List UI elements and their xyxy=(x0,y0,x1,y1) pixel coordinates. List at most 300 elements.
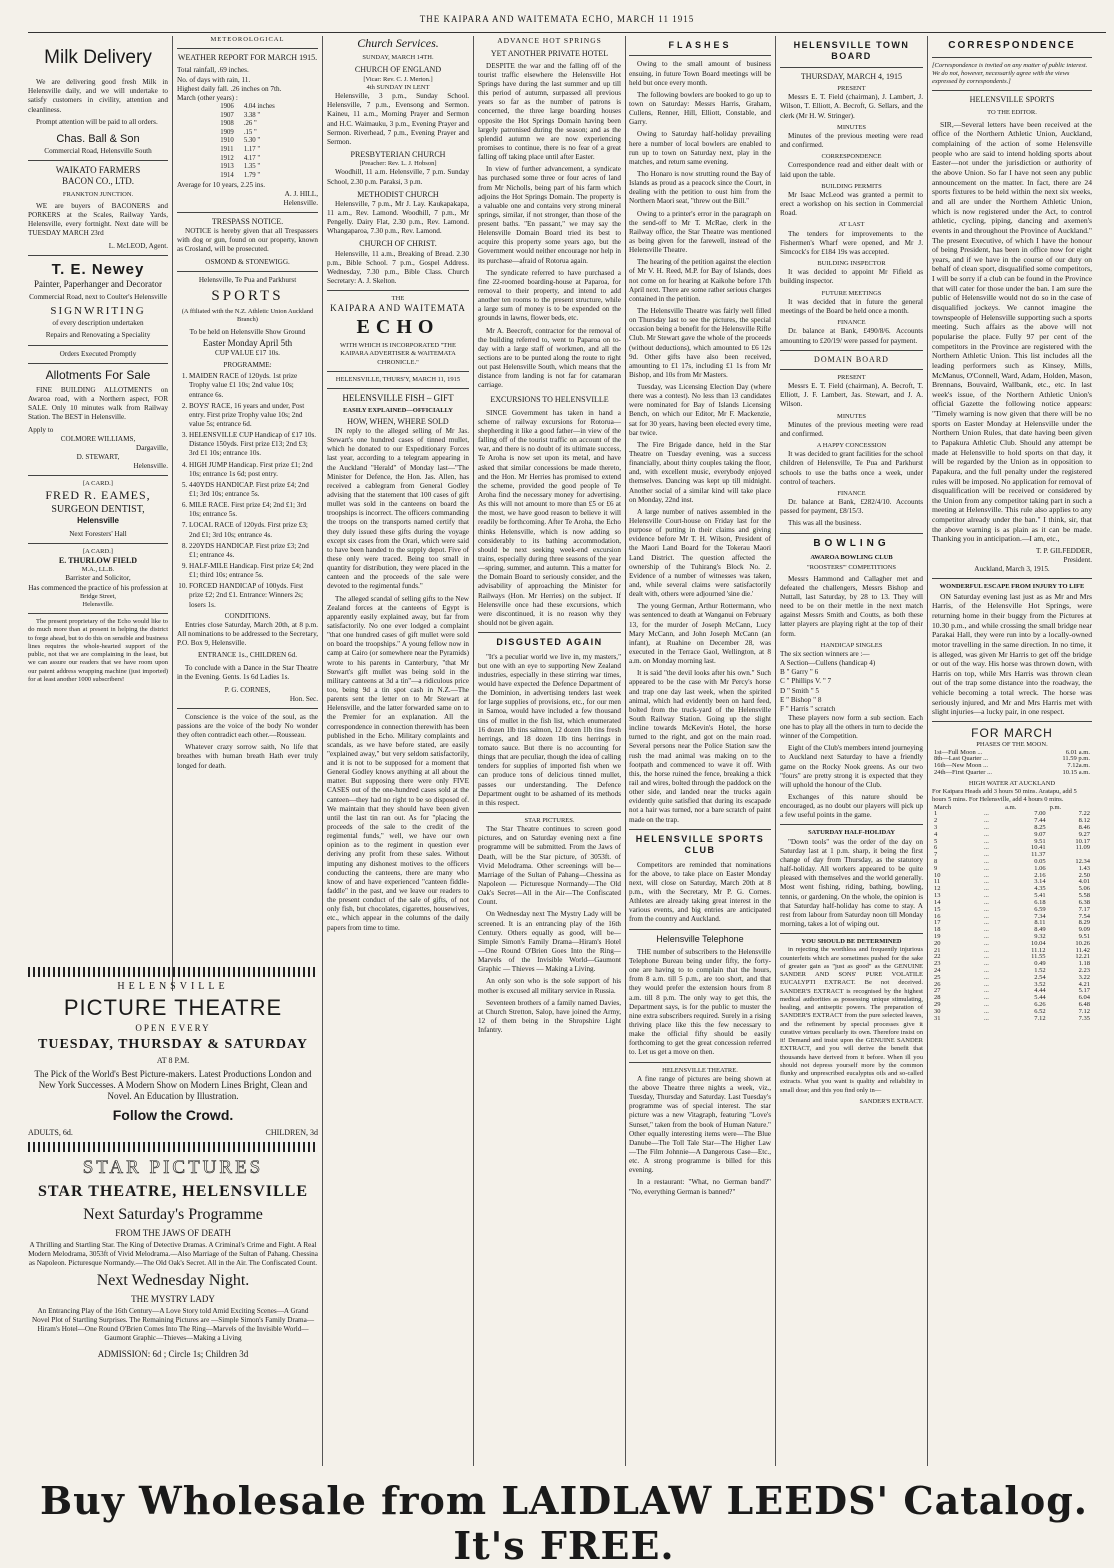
tide-cell: 12.34 xyxy=(1075,858,1090,866)
tide-row xyxy=(932,975,1092,982)
tide-cell: 9 xyxy=(934,864,938,872)
bowling-club: AWAROA BOWLING CLUB xyxy=(810,554,893,562)
tide-cell: 6.48 xyxy=(1078,1001,1090,1009)
weather-cell: 1909 xyxy=(220,128,234,136)
theatre-prices xyxy=(28,1128,318,1138)
restaurant-joke: In a restaurant: "What, no German band?" "No, everything German is banned?" xyxy=(629,1178,771,1196)
flash-item: A large number of natives assembled in the Helensville Court-house on Friday last for the purpose of putting in their claims and giving evidence before Mr T. H. Wilson, President of the Maori Land Board for the Tokerau Maori Land District. The question affected the ownership of the Tuhirang's Block No. 2. Evidence of a number of witnesses was taken, and, while several claims were satisfactorily dealt with, others were adjourned 'sine die.' xyxy=(629,507,771,599)
tide-cell: 11.12 xyxy=(1031,946,1046,954)
tide-header-row xyxy=(932,805,1092,812)
tide-cell: 1.43 xyxy=(1078,864,1090,872)
weather-cell: 1908 xyxy=(220,120,234,128)
tide-cell: 6.52 xyxy=(1034,1007,1046,1015)
column-rule xyxy=(927,36,928,1466)
db-finance-body: Dr. balance at Bank, £282/4/10. Accounts passed for payment, £8/15/3. xyxy=(780,498,923,516)
hs-to-editor: TO THE EDITOR. xyxy=(987,108,1037,116)
tide-cell: 11.55 xyxy=(1031,953,1046,961)
for-march-heading: FOR MARCH xyxy=(971,726,1053,741)
programme-item: 4. HIGH JUMP Handicap. First prize £1; 2nd 10s; entrance 1s 6d; post entry. xyxy=(189,461,318,479)
tide-cell: 4.44 xyxy=(1034,987,1046,995)
allotments-heading: Allotments For Sale xyxy=(45,367,151,382)
tide-cell: 3.52 xyxy=(1034,980,1046,988)
sports-club-para: Competitors are reminded that nominations for the above, to take place on Easter Monday next, will close on Saturday, March 20th at 8 p.m., with the Secretary, Mr P. G. Cornes. Athletes are already taking great interest in the various events, and big entries are anticipated from the country and Auckland. xyxy=(629,860,771,924)
column-rule xyxy=(625,36,626,1466)
town-board-heading: HELENSVILLE TOWN BOARD xyxy=(793,40,910,62)
programme-item: 9. HALF-MILE Handicap. First prize £4; 2nd £1; third 10s; entrance 5s. xyxy=(189,562,318,580)
newey-trade: Painter, Paperhanger and Decorator xyxy=(33,278,163,289)
column-2 xyxy=(177,36,318,991)
correspondence-note: [Correspondence is invited on any matter of public interest. We do not, however, necessarily agree with the views expressed by correspondents.] xyxy=(932,61,1088,86)
methodist-body: Helensville, 7 p.m., Mr J. Lay. Kaukapakapa, 11 a.m., Rev. Lamond. Woodhill, 7 p.m., Mr Pengelly. Dairy Flat, 2.30 p.m., Rev. Lamond. Whangaparoa, 7.30 p.m., Rev. Lamond. xyxy=(327,199,469,236)
bowling-section-row: E " Bishop " 8 xyxy=(780,695,822,704)
tide-cell: ... xyxy=(984,980,989,988)
hs-sign: T. P. GILFEDDER, xyxy=(1036,547,1092,556)
tide-cell: 6.59 xyxy=(1034,905,1046,913)
tide-cell: 8 xyxy=(934,858,938,866)
card-label: [A CARD.] xyxy=(83,480,113,488)
tide-cell: ... xyxy=(984,946,989,954)
tide-cell: 5.41 xyxy=(1034,892,1046,900)
bowling-section-row: B " Garry " 6 xyxy=(780,668,819,677)
tb-finance-body: Dr. balance at Bank, £490/8/6. Accounts amounting to £20/19/ were passed for payment. xyxy=(780,327,923,345)
programme-item: 6. MILE RACE. First prize £4; 2nd £1; 3rd 10s; entrance 5s. xyxy=(189,501,318,519)
tide-cell: ... xyxy=(984,1001,989,1009)
tide-row xyxy=(932,968,1092,975)
tide-row xyxy=(932,948,1092,955)
weather-cell: 1913 xyxy=(220,163,234,171)
bowling-section-row: A Section—Cullens (handicap 4) xyxy=(780,659,876,668)
masthead: THE KAIPARA AND WAITEMATA ECHO, MARCH 11 1915 xyxy=(419,14,695,24)
newey-repairs: Repairs and Renovating a Speciality xyxy=(45,331,151,340)
jaws-body: A Thrilling and Startling Star. The King of Detective Dramas. A Criminal's Crime and Fight. A Real Modern Melodrama, 3053ft of Vivid Melodrama.—Also Marriage of the Sultan of Pahang. Chessina as Napoleon. Picturesque Normandy.—The Old Oak's Secret. All in the Air. The Confiscated Count. xyxy=(28,1241,318,1267)
tide-cell: 7 xyxy=(934,851,938,859)
db-happy-concession-body: It was decided to grant facilities for the school children of Helensville, Te Pua and Parkhurst schools to use the baths once a week, under control of teachers. xyxy=(780,450,923,486)
newey-signwriting-desc: of every description undertaken xyxy=(52,319,144,328)
tb-building-permits-body: Mr Isaac McLeod was granted a permit to erect a workshop on his section in Commercial Road. xyxy=(780,190,923,218)
weather-cell: 1.35 " xyxy=(243,163,261,171)
tide-cell: 4.35 xyxy=(1034,885,1046,893)
allotments-body: FINE BUILDING ALLOTMENTS on Awaroa road, with a Northern aspect, FOR SALE. Only 10 minutes walk from Railway Station. The BEST in Helensville. xyxy=(28,385,168,422)
secretary-title: Hon. Sec. xyxy=(289,694,318,703)
sports-cup: CUP VALUE £17 10s. xyxy=(215,348,280,357)
tide-cell: ... xyxy=(984,905,989,913)
flash-item: Tuesday, was Licensing Election Day (where there was a contest). No less than 13 candidates were nominated for Bay of Islands Licensing Bench, on which our Editor, Mr F. Mackenzie, sat for 30 years, having been elected every time, bar twice. xyxy=(629,383,771,437)
tide-cell: 12 xyxy=(934,885,941,893)
weather-row xyxy=(215,146,280,155)
column-rule xyxy=(473,36,474,1466)
tide-row xyxy=(932,832,1092,839)
db-end: This was all the business. xyxy=(788,519,862,528)
proprietor-note: The present proprietary of the Echo would like to do much more than at present in helping the district to forge ahead, but to do this on sensible and business lines requires the whole-hearted support of the public, not that we are complaining in the least, but we can assure our readers that we have room upon our patent address wrapping machine (just imported) for at least another 1000 subscribers! xyxy=(28,618,168,683)
ball-name: Chas. Ball & Son xyxy=(56,132,140,145)
moon-cell: 8th—Last Quarter ... xyxy=(934,755,988,763)
tide-cell: 7.12 xyxy=(1078,1007,1090,1015)
allotments-contact-2-town: Helensville. xyxy=(133,462,168,471)
weather-row xyxy=(215,120,280,129)
tide-cell: 4.21 xyxy=(1078,980,1090,988)
tide-cell: ... xyxy=(984,810,989,818)
tide-cell: 10 xyxy=(934,871,941,879)
tide-cell: 10.26 xyxy=(1075,939,1090,947)
tide-cell: ... xyxy=(984,1007,989,1015)
tide-cell: ... xyxy=(984,844,989,852)
allotments-apply: Apply to xyxy=(28,425,54,434)
newey-address: Commercial Road, next to Coulter's Helensville xyxy=(29,293,167,302)
waikato-line-3: FRANKTON JUNCTION. xyxy=(62,190,134,198)
church-heading: Church Services. xyxy=(357,36,439,50)
tide-cell: 7.34 xyxy=(1034,912,1046,920)
flash-item: The hearing of the petition against the election of Mr V. H. Reed, M.P. for Bay of Islands, does not come on for hearing at Kaikohe before 17th April next. There are some rather serious charges contained in the petition. xyxy=(629,258,771,303)
weather-cell: 1.79 " xyxy=(243,171,261,179)
tide-row xyxy=(932,941,1092,948)
town-board-date: THURSDAY, MARCH 4, 1915 xyxy=(800,71,903,81)
weather-line-4: March (other years) : xyxy=(177,93,238,102)
tide-cell: 5.58 xyxy=(1078,892,1090,900)
flash-item: Owing to the small amount of business ensuing, in future Town Board meetings will be held but once every month. xyxy=(629,60,771,87)
disgusted-heading: DISGUSTED AGAIN xyxy=(496,637,603,648)
tide-cell: 2.16 xyxy=(1034,871,1046,879)
tide-cell: 5.06 xyxy=(1078,885,1090,893)
weather-cell: 1912 xyxy=(220,154,234,162)
tide-cell: 11 xyxy=(934,878,941,886)
field-town: Helensville. xyxy=(82,600,114,608)
tide-cell: 6.18 xyxy=(1034,898,1046,906)
tide-cell: ... xyxy=(984,919,989,927)
escape-para: ON Saturday evening last just as as Mr and Mrs Harris, of the Helensville Hot Springs, were returning home in their buggy from the Pictures at 10.30 p.m., and while crossing the small bridge near Parakai Hall, they were run into by a locally-owned motor travelling in the same direction. In no time, it is alleged, was given Mr Harris to get off the bridge or out of the way. His horse was thrown down, with Harris on top, while Mrs Harris was thrown clean out of the trap some distance into the roadway, the vehicle becoming a total wreck. The horse was seriously injured, and Mr and Mrs Harris met with slight injuries—a lucky pair, in one respect. xyxy=(932,591,1092,717)
moon-cell: 16th—New Moon ... xyxy=(934,762,988,770)
tide-table xyxy=(932,805,1092,1023)
weather-row xyxy=(215,137,280,146)
tide-cell: 7.35 xyxy=(1078,1014,1090,1022)
tide-cell: ... xyxy=(984,967,989,975)
tide-cell: 8.29 xyxy=(1078,919,1090,927)
tide-cell: 5.44 xyxy=(1034,994,1046,1002)
echo-date: HELENSVILLE, THURS'Y, MARCH 11, 1915 xyxy=(335,375,461,383)
tide-row xyxy=(932,995,1092,1002)
decorative-border xyxy=(28,967,318,977)
tide-cell: ... xyxy=(984,858,989,866)
tb-minutes-body: Minutes of the previous meeting were read and confirmed. xyxy=(780,131,923,150)
db-present-body: Messrs E. T. Field (chairman), A. Becroft, T. Elliott, J. F. Lambert, Jas. Stewart, and J. A. Wilson. xyxy=(780,382,923,409)
hs-date: Auckland, March 3, 1915. xyxy=(974,565,1050,574)
tide-cell: 18 xyxy=(934,926,941,934)
weather-row xyxy=(215,103,280,112)
tide-row xyxy=(932,914,1092,921)
moon-cell: 24th—First Quarter ... xyxy=(934,768,992,776)
tide-note: For Kaipara Heads add 3 hours 50 mins. Aratapu, add 5 hours 5 mins. For Helensville, add 4 hours 0 mins. xyxy=(932,788,1077,804)
tide-cell: 7.22 xyxy=(1078,810,1090,818)
column-4 xyxy=(478,36,621,1466)
db-minutes: MINUTES xyxy=(837,412,866,420)
weather-cell: 4.17 " xyxy=(243,154,261,162)
top-rule xyxy=(28,32,1106,33)
field-degree: M.A., LL.B. xyxy=(81,566,115,574)
weather-line-3: Highest daily fall. .26 inches on 7th. xyxy=(177,84,282,93)
weather-cell: 1914 xyxy=(220,171,234,179)
conditions-body: Entries close Saturday, March 20th, at 8 p.m. All nominations to be addressed to the Secretary, P.O. Box 9, Helensville. xyxy=(177,620,318,648)
tide-cell: 6 xyxy=(934,844,938,852)
tide-cell: 7.00 xyxy=(1034,810,1046,818)
tide-cell: 7.17 xyxy=(1078,905,1090,913)
tide-row xyxy=(932,811,1092,818)
secretary: P. G. CORNES, xyxy=(224,685,271,694)
tide-cell: ... xyxy=(984,926,989,934)
eames-town: Helensville xyxy=(77,516,119,526)
bowling-para-1: Messrs Hammond and Callagher met and defeated the challengers, Messrs Bishop and Nuttall, last Saturday, by 28 to 13. They will need to be on their mettle in the next match against Messrs Smith and Coutts, as both these latter players are playing right at the top of their form. xyxy=(780,574,923,638)
tide-cell: ... xyxy=(984,851,989,859)
entrance-fee: ENTRANCE 1s., CHILDREN 6d. xyxy=(197,651,298,660)
tide-cell: ... xyxy=(984,864,989,872)
tide-heading: HIGH WATER AT AUCKLAND xyxy=(968,779,1056,787)
tide-cell: 3 xyxy=(934,823,938,831)
tide-row xyxy=(932,982,1092,989)
column-6 xyxy=(780,36,923,1466)
tide-cell: 17 xyxy=(934,919,941,927)
determined-sign: SANDER'S EXTRACT. xyxy=(859,1097,923,1105)
tide-cell: 9.51 xyxy=(1034,837,1046,845)
allotments-contact-1: COLMORE WILLIAMS, xyxy=(60,434,136,443)
tide-cell: ... xyxy=(984,912,989,920)
flash-item: Owing to a printer's error in the paragraph on the send-off to Mr T. McRae, clerk in the Railway office, the Star Theatre was mentioned as being given for the farewell, instead of the Helensville Theatre. xyxy=(629,209,771,255)
weather-line-2: No. of days with rain, 11. xyxy=(177,75,251,84)
star-para-3: An only son who is the sole support of his mother is excused all military service in Russia. xyxy=(478,977,621,995)
moon-row xyxy=(932,770,1092,777)
advance-para-1: DESPITE the war and the falling off of the tourist traffic elsewhere the Helensville Hot Springs have during the last summer and up till this period of autumn, surpassed all previous years so far as the number of patrons is concerned, the three large boarding houses opposite the Hot Springs Domain having been largely patronised during the season; and as the splendid autumn we are now experiencing promises to continue, there is no fear of a great falling off taking place until after Easter. xyxy=(478,61,621,162)
flash-item: The Fire Brigade dance, held in the Star Theatre on Tuesday evening, was a success financially, about thirty couples taking the floor, and, with excellent music, everybody enjoyed themselves. Dancing was kept up till midnight. Another social of a similar kind will take place on Monday, 22nd inst. xyxy=(629,440,771,504)
tide-cell: 26 xyxy=(934,980,941,988)
weather-row xyxy=(215,129,280,138)
column-rule xyxy=(172,36,173,991)
weather-row xyxy=(215,155,280,164)
mystry-title: THE MYSTRY LADY xyxy=(131,1294,215,1304)
theatre-children: CHILDREN, 3d xyxy=(265,1128,318,1137)
tide-cell: 9.51 xyxy=(1078,932,1090,940)
excursions-para-1: SINCE Government has taken in hand a scheme of railway excursions for Rotorua—shepherding it like a good father—in view of the falling off of the tourist traffic on account of the war, and there is no doubt of its ultimate success, Te Aroha is now set upon its metal, and have asked that similar concessions be made thereto, and the Hon. Mr Herries has promised to extend the scheme, provided the good people of Te Aroha find the necessary money for advertising. As this will not amount to more than £5 or £6 at the most, we have good reason to believe it will readily be forthcoming. After Te Aroha, the Echo thinks Helensville, which is now adding so considerably to its bathing accommodation, should be next seeking week-end excursion trains, especially during three seasons of the year—spring, summer, and autumn. This a matter for the Domain Board to seriously consider, and the advisability of approaching the Minister for Railways (Hon. Mr Herries) on the subject. If Helensville once had these excursions, which were discontinued, it is no reason why they should not be given again. xyxy=(478,408,621,627)
waikato-body: WE are buyers of BACONERS and PORKERS at the Scales, Railway Yards, Helensville, every fortnight. Next date will be TUESDAY MARCH 23rd xyxy=(28,202,168,238)
weather-cell: .26 " xyxy=(243,120,257,128)
tide-cell: 21 xyxy=(934,946,941,954)
newey-orders: Orders Executed Promptly xyxy=(59,349,137,358)
weather-table xyxy=(215,103,280,181)
tide-cell: 14 xyxy=(934,898,941,906)
db-minutes-body: Minutes of the previous meeting were read and confirmed. xyxy=(780,420,923,438)
tide-cell: 10.04 xyxy=(1030,939,1046,947)
echo-incorp: WITH WHICH IS INCORPORATED "THE KAIPARA ADVERTISER & WAITEMATA CHRONICLE." xyxy=(340,342,456,366)
tide-cell: 8.25 xyxy=(1034,823,1046,831)
theatre-town: HELENSVILLE xyxy=(117,981,229,992)
weather-cell: 3.38 " xyxy=(243,111,261,119)
sports-held: To be held on Helensville Show Ground xyxy=(189,328,306,337)
fish-para-1: IN reply to the alleged selling of Mr Jas. Stewart's one hundred cases of tinned mullet, which he donated to our Expeditionary Forces last year, according to a telegram appearing in the Auckland "Herald" of Monday last—"The Minister for Defence, the Hon. Jas. Allen, has received a cablegram from General Godley advising that the statement that 100 cases of gift mullet was sold in the canteens on board the troopships is incorrect. The officers commanding the troops on the transports named certify that they duly issued these gifts during the voyage except six cases from the Orari, which were said to have been handed to the supply depot. Five of these only were traced. Being too small in quantity for distribution, they were placed in the canteen and the proceeds of the sale were devoted to the regimental funds." xyxy=(327,427,469,591)
next-saturday: Next Saturday's Programme xyxy=(83,1205,263,1223)
tide-cell: ... xyxy=(984,871,989,879)
moon-cell: 10.15 a.m. xyxy=(1062,768,1090,776)
christ-heading: CHURCH OF CHRIST. xyxy=(359,239,437,249)
helensville-theatre-para: A fine range of pictures are being shown at the above Theatre three nights a week, viz., Tuesday, Thursday and Saturday. Last Tuesday's programme was of special interest. The star picture was a new Vitagraph, featuring "Love's Sunset," taken from the book of Human Nature." Other equally interesting items were—The Blue Danube—The Toll Tale Star—The Higher Law—The Film Johnnie—A Dangerous Case—Etc., etc. A strong programme is billed for this evening. xyxy=(629,1074,771,1175)
coe-vicar: [Vicar: Rev. C. J. Merton.] xyxy=(363,75,433,83)
moon-cell: 7.12a.m. xyxy=(1067,762,1090,770)
moon-cell: 11.59 p.m. xyxy=(1062,755,1090,763)
tide-cell: ... xyxy=(984,878,989,886)
tide-cell: ... xyxy=(984,817,989,825)
tide-cell: ... xyxy=(984,953,989,961)
bowling-para-2: These players now form a sub section. Each one has to play all the others in turn to decide the winner of the Competition. xyxy=(780,713,923,741)
tide-cell: 0.05 xyxy=(1034,858,1046,866)
allotments-contact-1-town: Dargaville, xyxy=(136,443,168,452)
advance-para-4: Mr A. Beecroft, contractor for the removal of the building referred to, went to Paparoa on to-day with a large staff of workmen, and all the sections are to be punted along the route to right out past Helensville South, which means that the distance from landing is not far for catamaran carriage. xyxy=(478,326,621,390)
theatre-days: TUESDAY, THURSDAY & SATURDAY xyxy=(38,1037,308,1053)
tb-correspondence-body: Correspondence read and either dealt with or laid upon the table. xyxy=(780,161,923,179)
tide-cell: 12.21 xyxy=(1075,953,1090,961)
ball-address: Commercial Road, Helensville South xyxy=(44,146,152,155)
decorative-border xyxy=(28,1142,318,1152)
tide-row xyxy=(932,934,1092,941)
field-name: E. THURLOW FIELD xyxy=(58,555,138,565)
tide-cell: 5.17 xyxy=(1078,987,1090,995)
tide-cell: 10.41 xyxy=(1030,844,1046,852)
fish-sub-1: EASILY EXPLAINED—OFFICIALLY xyxy=(343,406,453,414)
eames-address: Next Foresters' Hall xyxy=(69,529,127,538)
tide-cell: 2.54 xyxy=(1034,973,1046,981)
flash-item: Tho Honaro is now strutting round the Bay of Islands as proud as a peacock since the Court, in dealing with the petition to oust him from the Northern Maori seat, "threw out the Bill." xyxy=(629,169,771,206)
coe-heading: CHURCH OF ENGLAND xyxy=(354,65,442,75)
bowling-roosters: "ROOSTERS'" COMPETITIONS xyxy=(806,564,896,572)
tide-cell: ... xyxy=(984,823,989,831)
column-rule xyxy=(322,36,323,1466)
programme-item: 3. HELENSVILLE CUP Handicap of £17 10s. Distance 150yds. First prize £13; 2nd £3; 3rd £1 10s; entrance 10s. xyxy=(189,431,318,458)
tide-cell: 8.12 xyxy=(1078,817,1090,825)
tb-future-meetings-body: It was decided that in future the general meetings of the Board be held once a month. xyxy=(780,297,923,315)
methodist-heading: METHODIST CHURCH xyxy=(357,189,439,199)
tide-cell: 3.14 xyxy=(1034,878,1046,886)
star-theatre-title: STAR THEATRE, HELENSVILLE xyxy=(38,1182,308,1200)
tide-cell: 29 xyxy=(934,1001,941,1009)
weather-line-1: Total rainfall, .69 inches. xyxy=(177,66,249,75)
tb-minutes: MINUTES xyxy=(837,123,866,131)
telephone-heading: Helensville Telephone xyxy=(656,933,744,944)
tide-cell: 0.49 xyxy=(1034,960,1046,968)
coe-body: Helensville, 3 p.m., Sunday School. Helensville, 7 p.m., Evensong and Sermon. Kaineu, 11 a.m., Morning Prayer and Sermon and H.C. Waimauku, 3 p.m., Evening Prayer and Sermon. Riverhead, 7 p.m., Evening Prayer and Sermon. xyxy=(327,92,469,146)
tide-cell: 15 xyxy=(934,905,941,913)
bowling-handicap: HANDICAP SINGLES xyxy=(820,641,883,649)
tide-row xyxy=(932,927,1092,934)
tide-cell: 30 xyxy=(934,1007,941,1015)
tide-cell: 2.50 xyxy=(1078,871,1090,879)
weather-average: Average for 10 years, 2.25 ins. xyxy=(177,180,266,189)
weather-cell: 1910 xyxy=(220,137,234,145)
tb-finance: FINANCE xyxy=(837,319,866,327)
weather-cell: .15 " xyxy=(243,128,257,136)
bowling-heading: BOWLING xyxy=(813,537,890,549)
tide-cell: 7.44 xyxy=(1034,817,1046,825)
tide-cell: 23 xyxy=(934,960,941,968)
waikato-line-2: BACON CO., LTD. xyxy=(62,176,134,187)
trespass-body: NOTICE is hereby given that all Trespassers with dog or gun, found on our property, known as Crosland, will be prosecuted. xyxy=(177,227,318,254)
tide-row xyxy=(932,866,1092,873)
tide-row xyxy=(932,845,1092,852)
domain-board-heading: DOMAIN BOARD xyxy=(814,354,889,364)
newey-name: T. E. Newey xyxy=(51,260,145,278)
tide-cell: 6.26 xyxy=(1034,1001,1046,1009)
fish-sub-2: HOW, WHEN, WHERE SOLD xyxy=(347,416,449,426)
tide-cell: 20 xyxy=(934,939,941,947)
weather-cell: 1911 xyxy=(220,146,234,154)
waikato-line-1: WAIKATO FARMERS xyxy=(55,164,141,175)
met-heading: METEOROLOGICAL xyxy=(210,36,285,43)
flash-item: It is said "the devil looks after his own." Such appeared to be the case with Mr Percy's horse and trap one day last week, when the spirited animal, which had evidently been on hard feed, bolted from the truck-yard of the Helensville South Railway Station. Going up the slight incline towards McKevin's Hotel, the horse turned to the right, and got on the main road. Several persons near the Police Station saw the rush the mad animal was making on to the footpath and commenced to wave it off. With this, the horse ruined the fence, breaking a thick rail and wires, bolted through the paddock on the other side, and landed near the trucks again evidently quite satisfied that during its escapade not a hair was turned, nor a bare scratch of paint made on the trap. xyxy=(629,669,771,824)
programme-item: 5. 440YDS HANDICAP. First prize £4; 2nd £1; 3rd 10s; entrance 5s. xyxy=(189,481,318,499)
field-body: Has commenced the practice of his profession at xyxy=(28,583,168,592)
tide-cell: 2 xyxy=(934,817,938,825)
tb-at-last-body: The tenders for improvements to the Fishermen's Wharf were opened, and Mr J. Simcock's for £184 19s was accepted. xyxy=(780,229,923,256)
column-5 xyxy=(629,36,771,1466)
echo-kaipara: KAIPARA AND WAITEMATA xyxy=(330,303,466,314)
field-street: Bridge Street, xyxy=(79,592,117,600)
tide-cell: 6.38 xyxy=(1078,898,1090,906)
star-para-4: Seventeen brothers of a family named Davies, at Church Stretton, Salop, have joined the Army, 12 of them being in the Shropshire Light Infantry. xyxy=(478,998,621,1035)
programme-item: 1. MAIDEN RACE of 120yds. 1st prize Trophy value £1 10s; 2nd value 10s; entrance 6s. xyxy=(189,372,318,399)
tide-cell: 5 xyxy=(934,837,938,845)
star-para-2: On Wednesday next The Mystry Lady will be screened. It is an entrancing play of the 16th Century. Others equally as good, will be—Simple Simon's Family Drama—Hiram's Hotel—One Round O'Brien Goes Into the Ring—Marvels of the Invisible World—Gaumont Graphic — Thieves — Making a Living. xyxy=(478,910,621,974)
tide-cell: ... xyxy=(984,994,989,1002)
determined-heading: YOU SHOULD BE DETERMINED xyxy=(801,938,902,946)
tide-cell: 24 xyxy=(934,967,941,975)
tide-cell: 2.23 xyxy=(1078,967,1090,975)
advance-para-3: The syndicate referred to have purchased a fine 22-roomed boarding-house at Paparoa, for removal to their property, and intend to add another ten rooms to the present structure, while a large sum of money is to be expended on the grounds in lawns, flower beds, etc. xyxy=(478,268,621,323)
bowling-intro: The six section winners are :— xyxy=(780,649,870,658)
theatre-title: PICTURE THEATRE xyxy=(63,994,283,1020)
flashes-list xyxy=(629,60,771,824)
waikato-agent: L. McLEOD, Agent. xyxy=(108,241,168,250)
programme-list xyxy=(189,372,318,609)
column-7 xyxy=(932,36,1092,1466)
tide-cell: 3.22 xyxy=(1078,973,1090,981)
tb-building-permits: BUILDING PERMITS xyxy=(821,182,882,190)
advance-para-2: In view of further advancement, a syndicate has purchased some three or four acres of land from Mr Nicholls, being part of his farm which adjoins the Hot Springs Domain. The property is a valuable one and contains very strong mineral springs, similar, if not stronger, than those of the present baths. "En passant," we may say the Helensville Domain Board tried its best to acquire this property some years ago, but the Government would neither encourage nor help in its purchase—afraid of Rotorua again. xyxy=(478,165,621,265)
tide-cell: 27 xyxy=(934,987,941,995)
eames-title: SURGEON DENTIST, xyxy=(51,503,145,515)
tide-cell: 10.17 xyxy=(1075,837,1090,845)
tb-building-inspector-body: It was decided to appoint Mr Fifield as building inspector. xyxy=(780,268,923,286)
star-pictures-heading: STAR PICTURES. xyxy=(524,816,575,824)
echo-title: ECHO xyxy=(356,315,440,338)
tide-cell: 25 xyxy=(934,973,941,981)
star-pictures-title: STAR PICTURES xyxy=(82,1157,264,1178)
coe-sunday: 4th SUNDAY IN LENT xyxy=(366,83,430,91)
advance-sub: YET ANOTHER PRIVATE HOTEL xyxy=(490,48,609,58)
card-label: [A CARD.] xyxy=(83,547,113,555)
tb-future-meetings: FUTURE MEETINGS xyxy=(821,289,882,297)
tb-at-last: AT LAST xyxy=(838,221,865,229)
programme-item: 2. BOYS' RACE, 16 years and under, Post entry. First prize Trophy value 10s; 2nd value 5s; entrance 6d. xyxy=(189,402,318,429)
hs-sign-title: President. xyxy=(1063,556,1092,565)
tide-cell: 7.12 xyxy=(1034,1014,1046,1022)
tb-present-body: Messrs E. T. Field (chairman), J. Lambert, J. Wilson, T. Elliott, A. Becroft, G. Sellars, and the clerk (Mr H. W. Stringer). xyxy=(780,93,923,120)
tide-cell: 28 xyxy=(934,994,941,1002)
tide-cell: 8.49 xyxy=(1034,926,1046,934)
field-title: Barrister and Solicitor, xyxy=(65,574,131,583)
determined-para: in rejecting the worthless and frequently injurious counterfeits which are sometimes pushed for the sake of greater gain as "just as good" as the GENUINE SANDER AND SONS' PURE VOLATILE EUCALYPTI EXTRACT. Be not deceived. SANDER'S EXTRACT is recognised by the highest medical authorities as possessing unique stimulating, healing, and antiseptic powers. The preparation of SANDER'S EXTRACT from the pure selected leaves, and the refinement by special processes give it curative virtues peculiarly its own. Therefore insist on it! Demand and insist upon the GENUINE SANDER EXTRACT, and you will derive the benefit that thousands have derived from it before. When ill you should not depress yourself more by the common flunky and unprescribed eucalyptus oils and so-called extracts. What you want is quality and reliability in small dose; and this you find only in— xyxy=(780,946,923,1094)
column-rule xyxy=(775,36,776,1466)
eames-name: FRED R. EAMES, xyxy=(45,488,151,503)
sports-club-heading: HELENSVILLE SPORTS CLUB xyxy=(635,833,765,856)
tide-cell: 9.27 xyxy=(1078,830,1090,838)
weather-row xyxy=(215,172,280,181)
tide-cell: ... xyxy=(984,932,989,940)
sports-pre: Helensville, Te Pua and Parkhurst xyxy=(198,275,297,284)
sports-affiliation: (A ffiliated with the N.Z. Athletic Union Auckland Branch) xyxy=(181,307,314,324)
weather-row xyxy=(215,112,280,121)
